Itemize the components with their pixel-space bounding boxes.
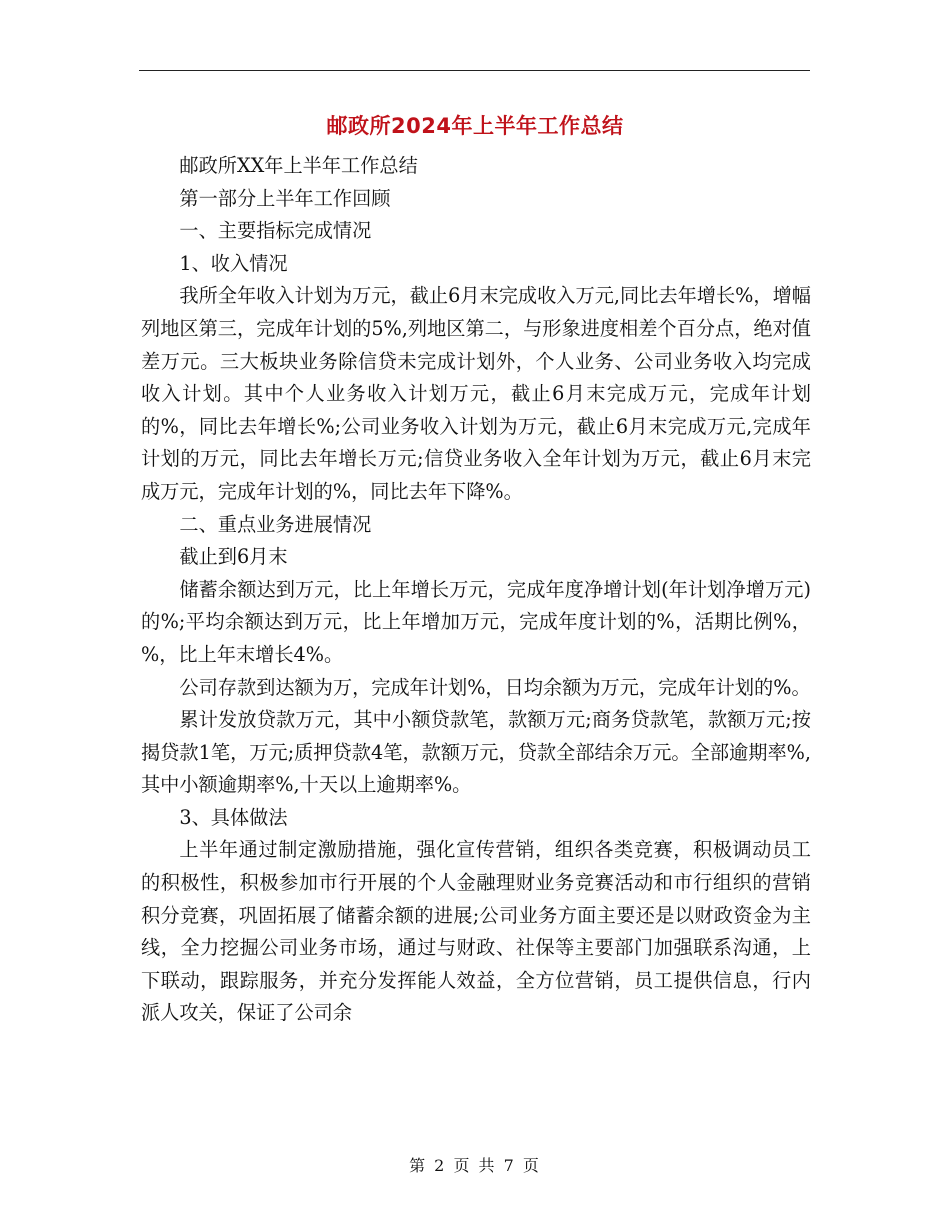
paragraph: 我所全年收入计划为万元，截止6月末完成收入万元,同比去年增长%，增幅列地区第三，完成年计划的5%,列地区第二，与形象进度相差个百分点，绝对值差万元。三大板块业务除信贷未完成计划外，个人业务、公司业务收入均完成收入计划。其中个人业务收入计划万元，截止6月末完成万元，完成年计划的%，同比去年增长%;公司业务收入计划为万元，截止6月末完成万元,完成年计划的万元，同比去年增长万元;信贷业务收入全年计划为万元，截止6月末完成万元，完成年计划的%，同比去年下降%。 <box>141 284 811 503</box>
paragraph: 上半年通过制定激励措施，强化宣传营销，组织各类竞赛，积极调动员工的积极性，积极参加市行开展的个人金融理财业务竞赛活动和市行组织的营销积分竞赛，巩固拓展了储蓄余额的进展;公司业务方面主要还是以财政资金为主线，全力挖掘公司业务市场，通过与财政、社保等主要部门加强联系沟通，上下联动，跟踪服务，并充分发挥能人效益，全方位营销，员工提供信息，行内派人攻关，保证了公司余 <box>141 838 811 1025</box>
paragraph: 二、重点业务进展情况 <box>179 512 372 536</box>
paragraph: 1、收入情况 <box>179 251 288 275</box>
header-rule <box>139 70 810 71</box>
document-body <box>141 150 811 1030</box>
paragraph: 3、具体做法 <box>179 805 288 829</box>
paragraph: 公司存款到达额为万，完成年计划%，日均余额为万元，完成年计划的%。 <box>179 675 811 699</box>
page-footer: 第 2 页 共 7 页 <box>409 1156 541 1175</box>
document-title: 邮政所2024年上半年工作总结 <box>326 114 624 138</box>
paragraph: 第一部分上半年工作回顾 <box>179 186 391 210</box>
paragraph: 邮政所XX年上半年工作总结 <box>179 154 418 177</box>
paragraph: 截止到6月末 <box>179 545 288 569</box>
paragraph: 累计发放贷款万元，其中小额贷款笔，款额万元;商务贷款笔，款额万元;按揭贷款1笔，万元;质押贷款4笔，款额万元，贷款全部结余万元。全部逾期率%,其中小额逾期率%,十天以上逾期率%。 <box>141 708 811 797</box>
paragraph: 一、主要指标完成情况 <box>179 219 372 243</box>
paragraph: 储蓄余额达到万元，比上年增长万元，完成年度净增计划(年计划净增万元)的%;平均余额达到万元，比上年增加万元，完成年度计划的%，活期比例%，%，比上年末增长4%。 <box>141 577 811 666</box>
